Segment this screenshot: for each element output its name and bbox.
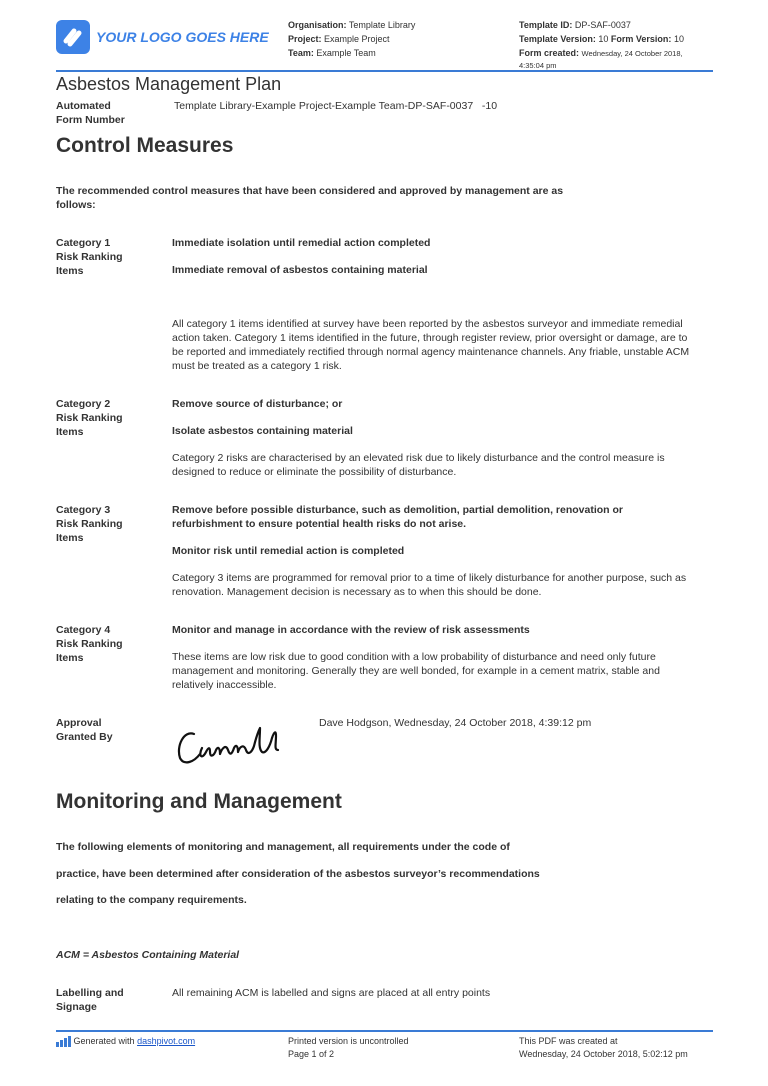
- created-date: Wednesday, 24 October 2018, 5:02:12 pm: [519, 1049, 688, 1059]
- template-id-value: DP-SAF-0037: [574, 20, 631, 30]
- monitoring-para-1: The following elements of monitoring and management, all requirements under the code of: [56, 841, 510, 853]
- category-2-measure-1: Remove source of disturbance; or: [172, 398, 343, 410]
- category-3-label: Category 3 Risk Ranking Items: [56, 504, 123, 544]
- signature-image: [172, 716, 292, 772]
- team-label: Team:: [288, 48, 314, 58]
- footer-generated: [56, 1035, 195, 1048]
- project-value: Example Project: [324, 34, 390, 44]
- category-4-measure-1: Monitor and manage in accordance with the review of risk assessments: [172, 624, 530, 636]
- category-2-label: Category 2 Risk Ranking Items: [56, 398, 123, 438]
- template-version-value: 10: [598, 34, 609, 44]
- category-1-measure-1: Immediate isolation until remedial action completed: [172, 237, 431, 249]
- form-created-label: Form created:: [519, 48, 580, 58]
- organisation-label: Organisation:: [288, 20, 347, 30]
- project-label: Project:: [288, 34, 322, 44]
- category-3-measure-1: Remove before possible disturbance, such as demolition, partial demolition, renovation or refurbishment to ensure potential health risks do not arise.: [172, 504, 624, 530]
- organisation-value: Template Library: [348, 20, 416, 30]
- form-number-label: Automated Form Number: [56, 100, 125, 126]
- footer-created: [519, 1035, 688, 1061]
- logo-icon: [56, 20, 90, 54]
- category-1-description: All category 1 items identified at survey have been reported by the asbestos surveyor and immediate remedial action taken. Category 1 items identified in the future, through register review, prior oversight or damage, are to be reported and immediately rectified through normal agency maintenance channels. Any friable, unstable ACM must be treated as a category 1 risk.: [172, 318, 690, 372]
- dashpivot-link[interactable]: dashpivot.com: [137, 1036, 196, 1046]
- category-1-measure-2: Immediate removal of asbestos containing material: [172, 264, 428, 276]
- header-right: [519, 18, 719, 71]
- printed-note: Printed version is uncontrolled: [288, 1036, 409, 1046]
- footer-rule: [56, 1030, 713, 1032]
- form-version-label: Form Version:: [610, 34, 672, 44]
- dashpivot-icon: [56, 1036, 71, 1047]
- category-4-description: These items are low risk due to good condition with a low probability of disturbance and need only future management and monitoring. Generally they are well bonded, for example in a cement matrix, stable and relatively inaccessible.: [172, 651, 660, 691]
- logo: [56, 20, 269, 56]
- category-4-label: Category 4 Risk Ranking Items: [56, 624, 123, 664]
- category-1-label: Category 1 Risk Ranking Items: [56, 237, 123, 277]
- form-created-value: Wednesday, 24 October 2018,: [581, 49, 683, 58]
- monitoring-para-3: relating to the company requirements.: [56, 894, 247, 906]
- category-2-measure-2: Isolate asbestos containing material: [172, 425, 353, 437]
- category-3-description: Category 3 items are programmed for removal prior to a time of likely disturbance for another purpose, such as renovation. Management decision is necessary as to when this should be done.: [172, 572, 687, 598]
- footer-printed: [288, 1035, 409, 1061]
- generated-prefix: Generated with: [73, 1036, 138, 1046]
- created-note: This PDF was created at: [519, 1036, 618, 1046]
- header-center: [288, 18, 508, 60]
- form-version-value: 10: [673, 34, 684, 44]
- form-number-value: Template Library-Example Project-Example Team-DP-SAF-0037 -10: [174, 100, 498, 112]
- category-2-description: Category 2 risks are characterised by an elevated risk due to likely disturbance and the control measure is designed to reduce or eliminate the possibility of disturbance.: [172, 452, 665, 478]
- logo-text: YOUR LOGO GOES HERE: [96, 29, 269, 45]
- header-rule: [56, 70, 713, 72]
- category-3-measure-2: Monitor risk until remedial action is completed: [172, 545, 405, 557]
- page-title: Asbestos Management Plan: [56, 74, 282, 94]
- team-value: Example Team: [316, 48, 376, 58]
- control-intro: The recommended control measures that have been considered and approved by management are as follows:: [56, 185, 564, 211]
- acm-note: ACM = Asbestos Containing Material: [56, 949, 240, 961]
- monitoring-para-2: practice, have been determined after consideration of the asbestos surveyor’s recommendations: [56, 868, 540, 880]
- form-created-time: 4:35:04 pm: [519, 61, 557, 70]
- template-version-label: Template Version:: [519, 34, 596, 44]
- page-number: Page 1 of 2: [288, 1049, 335, 1059]
- control-measures-heading: Control Measures: [56, 134, 234, 157]
- template-id-label: Template ID:: [519, 20, 573, 30]
- approval-value: Dave Hodgson, Wednesday, 24 October 2018, 4:39:12 pm: [319, 717, 592, 729]
- labelling-label: Labelling and Signage: [56, 987, 124, 1013]
- monitoring-heading: Monitoring and Management: [56, 790, 342, 813]
- labelling-value: All remaining ACM is labelled and signs are placed at all entry points: [172, 987, 491, 999]
- approval-label: Approval Granted By: [56, 717, 113, 743]
